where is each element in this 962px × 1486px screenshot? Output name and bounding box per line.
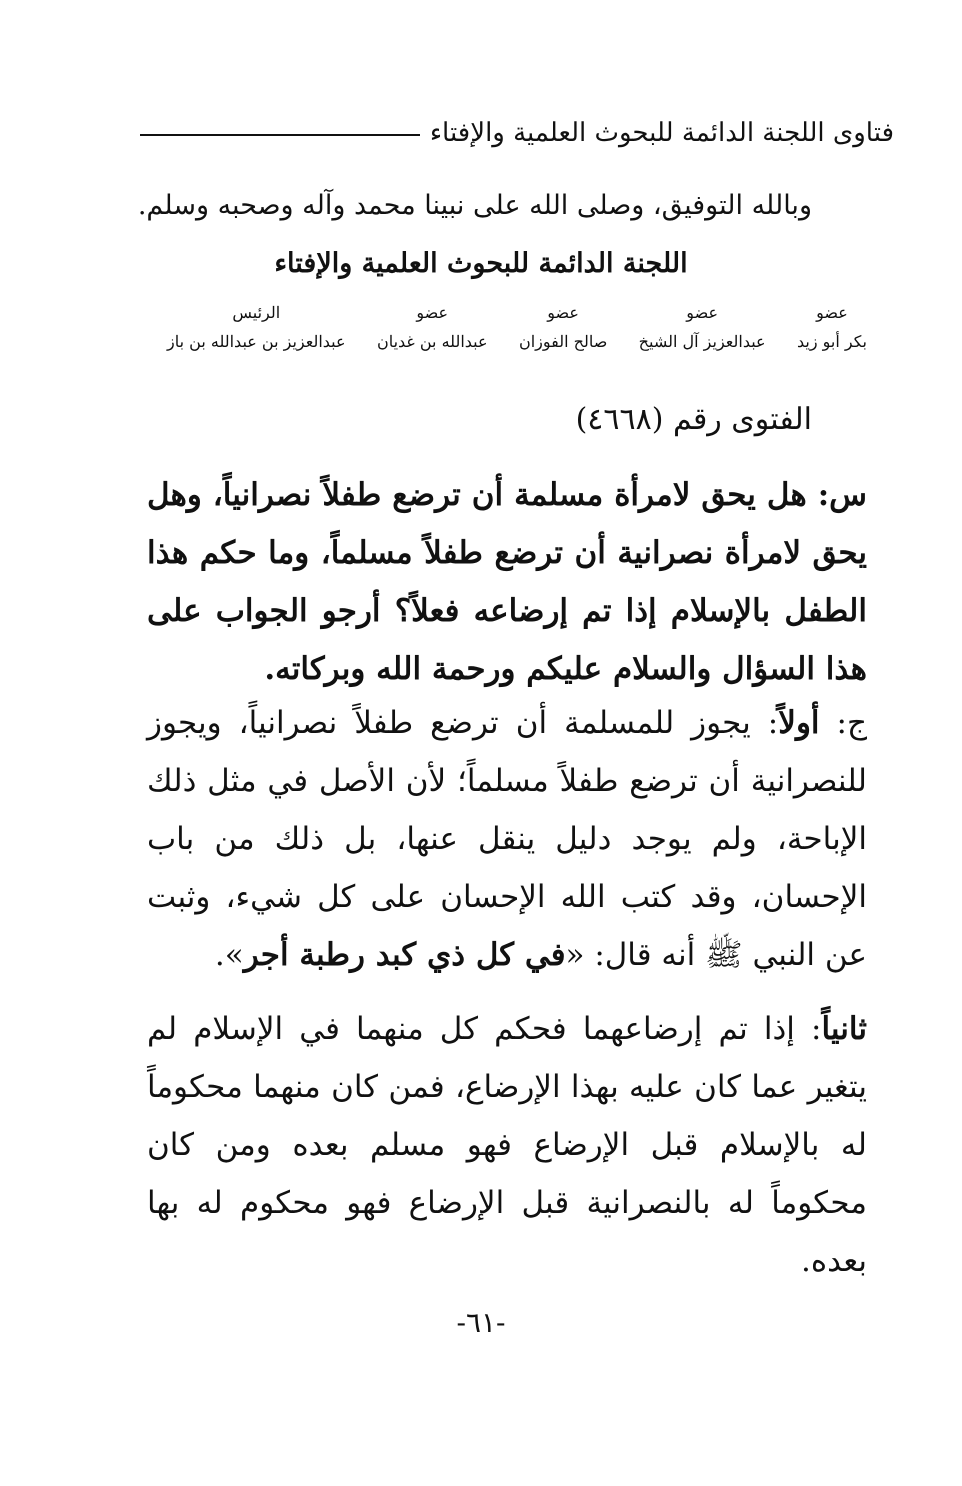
running-header [140,118,894,148]
signatory [377,300,488,354]
fatwa-number: الفتوى رقم (٤٦٦٨) [575,402,812,437]
signatory-name: عبدالعزيز بن عبدالله بن باز [167,332,346,351]
signatory-role: عضو [816,303,848,322]
answer-second-paragraph [147,1000,867,1290]
answer-first-text: : يجوز للمسلمة أن ترضع طفلاً نصرانياً، ويجوز للنصرانية أن ترضع طفلاً مسلماً؛ لأن الأصل في مثل ذلك الإباحة، ولم يوجد دليل ينقل عنها، بل ذلك من باب الإحسان، وقد كتب الله الإحسان على كل شيء، وثبت عن النبي ﷺ أنه قال: « [147,705,867,973]
closing-line: وبالله التوفيق، وصلى الله على نبينا محمد وآله وصحبه وسلم. [137,190,812,221]
answer-second-label: ثانياً [821,1011,867,1047]
signatories [167,300,867,354]
signatory-role: الرئيس [232,303,281,322]
signatory [639,300,766,354]
answer-first-label: أولاً [778,705,820,741]
page-number: -٦١- [456,1306,506,1339]
answer-first-suffix: ». [214,937,244,973]
signatory [167,300,346,354]
signatory-name: عبدالعزيز آل الشيخ [638,332,766,351]
signatory-role: عضو [547,303,579,322]
answer-second-text: : إذا تم إرضاعهما فحكم كل منهما في الإسلام لم يتغير عما كان عليه بهذا الإرضاع، فمن كان منهما محكوماً له بالإسلام قبل الإرضاع فهو مسلم بعده ومن كان محكوماً له بالنصرانية قبل الإرضاع فهو محكوم له بها بعده. [147,1011,867,1279]
header-rule [140,134,420,136]
committee-title: اللجنة الدائمة للبحوث العلمية والإفتاء [274,248,688,279]
signatory-name: عبدالله بن غديان [376,332,488,351]
signatory-role: عضو [686,303,718,322]
signatory [797,300,867,354]
signatory [519,300,607,354]
question-paragraph: س: هل يحق لامرأة مسلمة أن ترضع طفلاً نصرانياً، وهل يحق لامرأة نصرانية أن ترضع طفلاً مسلماً، وما حكم هذا الطفل بالإسلام إذا تم إرضاعه فعلاً؟ أرجو الجواب على هذا السؤال والسلام عليكم ورحمة الله وبركاته. [147,477,867,687]
running-title: فتاوى اللجنة الدائمة للبحوث العلمية والإفتاء [429,118,894,148]
answer-prefix: ج: [819,705,867,741]
signatory-name: بكر أبو زيد [796,332,867,351]
hadith-quote: في كل ذي كبد رطبة أجر [243,937,566,973]
signatory-role: عضو [416,303,449,322]
signatory-name: صالح الفوزان [518,332,608,351]
answer-first-paragraph [147,694,867,984]
